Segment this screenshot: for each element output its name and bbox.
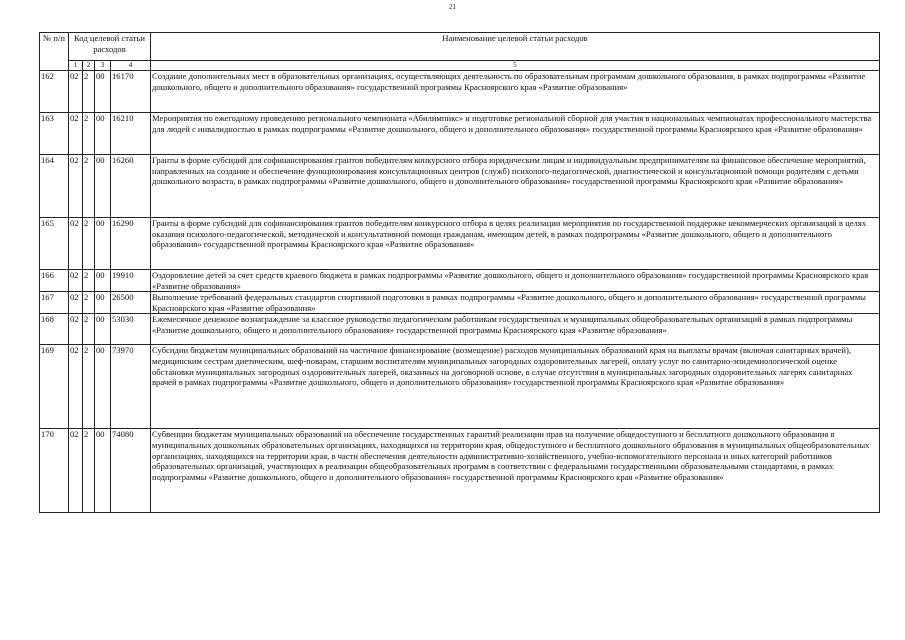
row-number: 162: [40, 71, 69, 113]
code-part-4: 73970: [111, 345, 151, 429]
row-number: 168: [40, 314, 69, 345]
table-row: [40, 270, 880, 292]
code-part-4: 16260: [111, 155, 151, 218]
code-part-2: 2: [83, 218, 95, 270]
code-part-4: 16290: [111, 218, 151, 270]
row-number: 167: [40, 292, 69, 314]
row-description: Ежемесячное денежное вознаграждение за классное руководство педагогическим работникам государственных и муниципальных общеобразовательных организаций в рамках подпрограммы «Развитие дошкольного, общего и дополнительного образования» государственной программы Красноярского края «Развитие образования»: [151, 314, 880, 345]
code-part-2: 2: [83, 292, 95, 314]
table-row: [40, 314, 880, 345]
header-number: № п/п: [40, 33, 69, 71]
row-number: 165: [40, 218, 69, 270]
code-part-1: 02: [69, 155, 83, 218]
code-part-1: 02: [69, 429, 83, 513]
page-number: 21: [449, 3, 456, 11]
code-part-2: 2: [83, 71, 95, 113]
code-part-4: 26500: [111, 292, 151, 314]
row-description: Субсидии бюджетам муниципальных образований на частичное финансирование (возмещение) расходов муниципальных образований края на выплаты врачам (включая санитарных врачей), медицинским сестрам диетическим, шеф-поварам, старшим воспитателям муниципальных загородных оздоровительных лагерей, оплату услуг по санитарно-эпидемиологической оценке обстановки муниципальных загородных оздоровительных лагерей, оказанных на договорной основе, в случае отсутствия в муниципальных загородных оздоровительных лагерях санитарных врачей в рамках подпрограммы «Развитие дошкольного, общего и дополнительного образования» государственной программы Красноярского края «Развитие образования»: [151, 345, 880, 429]
row-description: Оздоровление детей за счет средств краевого бюджета в рамках подпрограммы «Развитие дошкольного, общего и дополнительного образования» государственной программы Красноярского края «Развитие образования»: [151, 270, 880, 292]
code-part-2: 2: [83, 113, 95, 155]
row-number: 169: [40, 345, 69, 429]
code-part-3: 00: [95, 345, 111, 429]
table-row: [40, 155, 880, 218]
code-part-3: 00: [95, 71, 111, 113]
table-row: [40, 113, 880, 155]
row-number: 164: [40, 155, 69, 218]
header-sub-4: 4: [111, 61, 151, 71]
code-part-3: 00: [95, 113, 111, 155]
code-part-1: 02: [69, 292, 83, 314]
code-part-4: 16210: [111, 113, 151, 155]
table-row: [40, 429, 880, 513]
row-description: Выполнение требований федеральных стандартов спортивной подготовки в рамках подпрограммы «Развитие дошкольного, общего и дополнительного образования» государственной программы Красноярского края «Развитие образования»: [151, 292, 880, 314]
header-name: Наименование целевой статьи расходов: [151, 33, 880, 61]
code-part-1: 02: [69, 345, 83, 429]
target-expenditure-table: [39, 32, 880, 513]
code-part-3: 00: [95, 270, 111, 292]
code-part-2: 2: [83, 155, 95, 218]
code-part-4: 16170: [111, 71, 151, 113]
code-part-2: 2: [83, 429, 95, 513]
code-part-1: 02: [69, 113, 83, 155]
code-part-4: 74080: [111, 429, 151, 513]
code-part-2: 2: [83, 314, 95, 345]
code-part-3: 00: [95, 218, 111, 270]
header-sub-1: 1: [69, 61, 83, 71]
header-sub-3: 3: [95, 61, 111, 71]
table-row: [40, 218, 880, 270]
row-description: Мероприятия по ежегодному проведению регионального чемпионата «Абилимпикс» и подготовке региональной сборной для участия в национальных чемпионатах профессионального мастерства для людей с инвалидностью в рамках подпрограммы «Развитие дошкольного, общего и дополнительного образования» государственной программы Красноярского края «Развитие образования»: [151, 113, 880, 155]
row-number: 166: [40, 270, 69, 292]
table-row: [40, 345, 880, 429]
code-part-1: 02: [69, 314, 83, 345]
code-part-1: 02: [69, 218, 83, 270]
code-part-4: 19910: [111, 270, 151, 292]
row-description: Создание дополнительных мест в образовательных организациях, осуществляющих деятельность по образовательным программам дошкольного образования, в рамках подпрограммы «Развитие дошкольного, общего и дополнительного образования» государственной программы Красноярского края «Развитие образования»: [151, 71, 880, 113]
code-part-1: 02: [69, 270, 83, 292]
code-part-3: 00: [95, 314, 111, 345]
row-number: 170: [40, 429, 69, 513]
header-code-group: Код целевой статьи расходов: [69, 33, 151, 61]
code-part-2: 2: [83, 270, 95, 292]
code-part-4: 53030: [111, 314, 151, 345]
header-sub-5: 5: [151, 61, 880, 71]
code-part-1: 02: [69, 71, 83, 113]
code-part-3: 00: [95, 155, 111, 218]
header-sub-2: 2: [83, 61, 95, 71]
code-part-3: 00: [95, 292, 111, 314]
code-part-2: 2: [83, 345, 95, 429]
code-part-3: 00: [95, 429, 111, 513]
table-row: [40, 71, 880, 113]
row-description: Гранты в форме субсидий для софинансирования грантов победителям конкурсного отбора в целях реализации мероприятия по государственной поддержке некоммерческих организаций в целях оказания психолого-педагогической, методической и консультативной помощи гражданам, имеющим детей, в рамках подпрограммы «Развитие дошкольного, общего и дополнительного образования» государственной программы Красноярского края «Развитие образования»: [151, 218, 880, 270]
table-row: [40, 292, 880, 314]
row-number: 163: [40, 113, 69, 155]
row-description: Гранты в форме субсидий для софинансирования грантов победителям конкурсного отбора юридическим лицам и индивидуальным предпринимателям на финансовое обеспечение мероприятий, направленных на создание и обеспечение функционирования консультационных центров (служб) психолого-педагогической, диагностической и консультационной помощи родителям с детьми дошкольного возраста, в рамках подпрограммы «Развитие дошкольного, общего и дополнительного образования» государственной программы Красноярского края «Развитие образования»: [151, 155, 880, 218]
row-description: Субвенции бюджетам муниципальных образований на обеспечение государственных гарантий реализации прав на получение общедоступного и бесплатного дошкольного образования в муниципальных дошкольных образовательных организациях, находящихся на территории края, общедоступного и бесплатного дошкольного образования в муниципальных общеобразовательных организациях, находящихся на территории края, в части обеспечения деятельности административно-хозяйственного, учебно-вспомогательного персонала и иных категорий работников образовательных организаций, участвующих в реализации общеобразовательных программ в соответствии с федеральными государственными образовательными стандартами, в рамках подпрограммы «Развитие дошкольного, общего и дополнительного образования» государственной программы Красноярского края «Развитие образования»: [151, 429, 880, 513]
